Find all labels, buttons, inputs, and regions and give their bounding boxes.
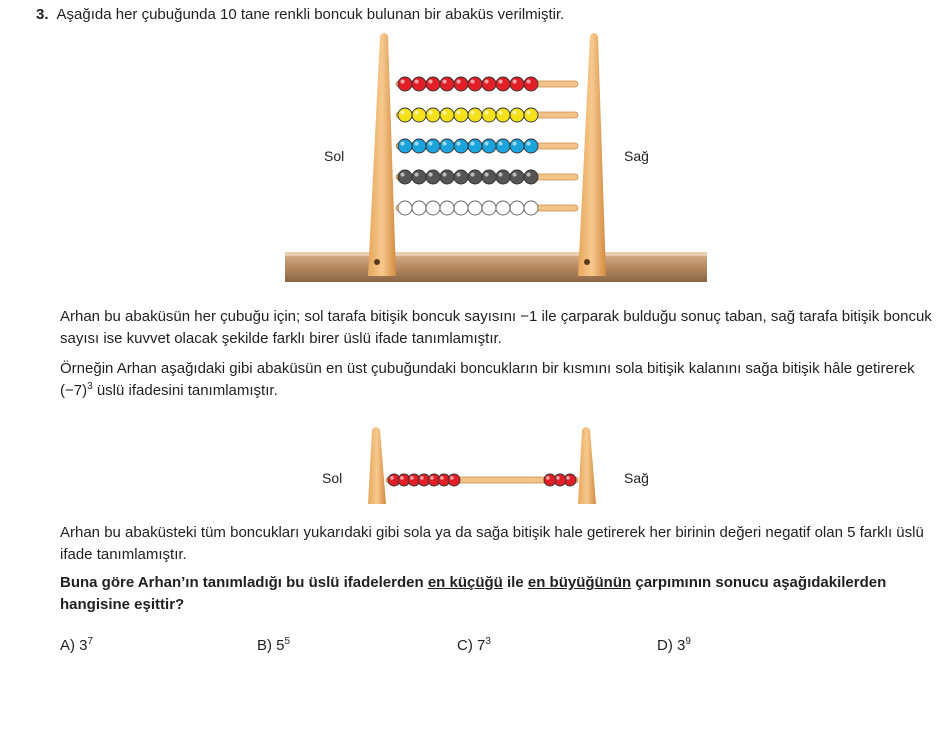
abacus1-row-3-bead-left-3[interactable] <box>440 139 454 153</box>
abacus1-row-3-bead-highlight <box>484 141 488 145</box>
abacus1-row-1-bead-left-1[interactable] <box>412 77 426 91</box>
abacus1-row-1-bead-highlight <box>400 79 404 83</box>
paragraph-task: Arhan bu abaküsteki tüm boncukları yukarıdaki gibi sola ya da sağa bitişik hale getirerek her birinin değeri negatif olan 5 farklı üslü ifade tanımlamıştır. <box>60 524 924 563</box>
abacus1-row-3-bead-highlight <box>526 141 530 145</box>
abacus1-row-2-bead-highlight <box>484 110 488 114</box>
abacus1-row-4-bead-left-9[interactable] <box>524 170 538 184</box>
option-letter: B) <box>257 637 272 654</box>
example-text-before: Örneğin Arhan aşağıdaki gibi abaküsün en üst çubuğundaki boncukların bir kısmını sola bitişik kalanını sağa bitişik hâle getirerek (−7) <box>60 360 915 399</box>
abacus1-row-3-bead-highlight <box>414 141 418 145</box>
abacus2-row-1-bead-highlight <box>430 476 434 480</box>
question-part1: Buna göre Arhan’ın tanımladığı bu üslü ifadelerden <box>60 574 428 591</box>
option-exponent: 3 <box>485 636 491 647</box>
abacus1-row-3-bead-highlight <box>470 141 474 145</box>
abacus1-row-1-bead-highlight <box>484 79 488 83</box>
abacus1-row-5-bead-left-6[interactable] <box>482 201 496 215</box>
question-part2: ile <box>502 574 528 591</box>
abacus2-row-1-bead-highlight <box>410 476 414 480</box>
abacus1-row-5-bead-highlight <box>442 203 446 207</box>
abacus1-row-1-bead-highlight <box>470 79 474 83</box>
abacus1-row-3-bead-left-9[interactable] <box>524 139 538 153</box>
abacus2-row-1-bead-left-6[interactable] <box>448 474 460 486</box>
abacus1-row-5-bead-left-5[interactable] <box>468 201 482 215</box>
abacus1-row-2-bead-left-0[interactable] <box>398 108 412 122</box>
abacus1-row-3-bead-left-4[interactable] <box>454 139 468 153</box>
abacus1-row-1-bead-highlight <box>414 79 418 83</box>
abacus-base <box>285 252 707 282</box>
abacus1-row-1-bead-left-0[interactable] <box>398 77 412 91</box>
abacus1-row-2-bead-highlight <box>442 110 446 114</box>
abacus1-row-2-bead-left-8[interactable] <box>510 108 524 122</box>
abacus1-row-1-bead-highlight <box>526 79 530 83</box>
abacus1-row-1-bead-highlight <box>512 79 516 83</box>
abacus1-row-5-bead-left-1[interactable] <box>412 201 426 215</box>
abacus1-row-1-bead-left-9[interactable] <box>524 77 538 91</box>
abacus1-row-1-bead-left-6[interactable] <box>482 77 496 91</box>
abacus1-row-5-bead-left-3[interactable] <box>440 201 454 215</box>
abacus1-row-5-bead-left-9[interactable] <box>524 201 538 215</box>
abacus1-row-4-bead-left-3[interactable] <box>440 170 454 184</box>
option-letter: C) <box>457 637 473 654</box>
example-text-after: üslü ifadesini tanımlamıştır. <box>92 382 278 399</box>
abacus1-row-3-bead-highlight <box>456 141 460 145</box>
abacus1-row-4-bead-highlight <box>526 172 530 176</box>
abacus1-row-5-bead-highlight <box>414 203 418 207</box>
abacus1-row-4-bead-highlight <box>470 172 474 176</box>
option-exponent: 7 <box>87 636 94 647</box>
option-letter: A) <box>60 637 75 654</box>
abacus2-left-label: Sol <box>322 470 343 486</box>
question-intro <box>36 6 564 23</box>
abacus1-row-4-bead-left-2[interactable] <box>426 170 440 184</box>
abacus1-row-1-bead-left-3[interactable] <box>440 77 454 91</box>
abacus1-row-5-bead-highlight <box>400 203 404 207</box>
abacus1-row-4-bead-highlight <box>414 172 418 176</box>
question-underline-largest: en büyüğünün <box>527 574 632 591</box>
question-number: 3. <box>36 6 49 23</box>
abacus2-row-1-bead-highlight <box>440 476 444 480</box>
option-exponent: 9 <box>685 636 691 647</box>
abacus1-row-1-bead-highlight <box>442 79 446 83</box>
abacus2-left-post <box>368 427 386 504</box>
abacus1-row-2-bead-highlight <box>400 110 404 114</box>
abacus1-row-1-bead-left-2[interactable] <box>426 77 440 91</box>
abacus1-row-2-bead-left-4[interactable] <box>454 108 468 122</box>
abacus1-row-4-bead-highlight <box>428 172 432 176</box>
abacus1-row-5-bead-highlight <box>512 203 516 207</box>
paragraph-rule: Arhan bu abaküsün her çubuğu için; sol tarafa bitişik boncuk sayısını −1 ile çarparak bulduğu sonuç taban, sağ tarafa bitişik boncuk sayısı ise kuvvet olacak şekilde farklı birer üslü ifade tanımlamıştır. <box>60 308 932 347</box>
abacus1-row-2-bead-left-7[interactable] <box>496 108 510 122</box>
question-text <box>60 572 940 616</box>
abacus1-right-label: Sağ <box>624 148 649 164</box>
abacus1-row-2-bead-highlight <box>512 110 516 114</box>
abacus2-row-1-bead-right-2[interactable] <box>544 474 556 486</box>
abacus1-row-3-bead-highlight <box>442 141 446 145</box>
abacus1-row-3-bead-left-0[interactable] <box>398 139 412 153</box>
abacus1-row-5-bead-highlight <box>526 203 530 207</box>
abacus1-row-2-bead-highlight <box>498 110 502 114</box>
abacus1-row-1-bead-highlight <box>428 79 432 83</box>
abacus1-row-3-bead-left-2[interactable] <box>426 139 440 153</box>
abacus2-row-1-bead-highlight <box>450 476 454 480</box>
option-base: 3 <box>79 637 88 654</box>
abacus2-row-1-bead-highlight <box>566 476 570 480</box>
abacus1-row-1-bead-left-4[interactable] <box>454 77 468 91</box>
abacus1-row-4-bead-highlight <box>400 172 404 176</box>
option-a[interactable] <box>60 637 93 654</box>
question-part3: çarpımının sonucu aşağıdakilerden hangisine eşittir? <box>60 574 887 613</box>
abacus1-row-3-bead-left-5[interactable] <box>468 139 482 153</box>
abacus1-row-3-bead-left-8[interactable] <box>510 139 524 153</box>
abacus1-row-4-bead-left-5[interactable] <box>468 170 482 184</box>
option-exponent: 5 <box>284 636 291 647</box>
abacus1-row-5-bead-left-2[interactable] <box>426 201 440 215</box>
abacus2-row-1-bead-highlight <box>546 476 550 480</box>
abacus2-row-1-bead-highlight <box>390 476 394 480</box>
abacus1-row-1-bead-highlight <box>456 79 460 83</box>
abacus1-row-4-bead-highlight <box>484 172 488 176</box>
abacus1-row-2-bead-highlight <box>526 110 530 114</box>
abacus1-row-1-bead-left-8[interactable] <box>510 77 524 91</box>
abacus1-row-5-bead-highlight <box>470 203 474 207</box>
option-d[interactable] <box>657 637 691 654</box>
paragraph-example <box>60 358 940 402</box>
abacus1-row-1-bead-highlight <box>498 79 502 83</box>
abacus1-row-2-bead-left-3[interactable] <box>440 108 454 122</box>
abacus1-row-5-bead-highlight <box>456 203 460 207</box>
abacus1-row-4-bead-highlight <box>442 172 446 176</box>
question-intro-text: Aşağıda her çubuğunda 10 tane renkli boncuk bulunan bir abaküs verilmiştir. <box>56 6 565 23</box>
abacus2-row-1-bead-highlight <box>420 476 424 480</box>
option-base: 7 <box>477 637 486 654</box>
question-underline-smallest: en küçüğü <box>427 574 503 591</box>
abacus1-row-3-bead-highlight <box>400 141 404 145</box>
abacus1-row-2-bead-highlight <box>428 110 432 114</box>
abacus1-row-3-bead-left-7[interactable] <box>496 139 510 153</box>
abacus1-row-4-bead-left-1[interactable] <box>412 170 426 184</box>
abacus1-row-3-bead-highlight <box>512 141 516 145</box>
abacus1-row-4-bead-highlight <box>498 172 502 176</box>
abacus1-row-2-bead-left-6[interactable] <box>482 108 496 122</box>
abacus1-row-2-bead-left-9[interactable] <box>524 108 538 122</box>
abacus1-row-4-bead-left-4[interactable] <box>454 170 468 184</box>
abacus1-row-2-bead-left-2[interactable] <box>426 108 440 122</box>
abacus1-left-label: Sol <box>324 148 345 164</box>
abacus1-row-5-bead-left-0[interactable] <box>398 201 412 215</box>
option-b[interactable] <box>257 637 290 654</box>
abacus2-row-1-bead-highlight <box>556 476 560 480</box>
abacus1-row-2-bead-left-5[interactable] <box>468 108 482 122</box>
abacus1-row-3-bead-left-1[interactable] <box>412 139 426 153</box>
abacus1-row-4-bead-left-7[interactable] <box>496 170 510 184</box>
abacus1-row-2-bead-highlight <box>414 110 418 114</box>
abacus1-row-5-bead-left-4[interactable] <box>454 201 468 215</box>
abacus-figure-2 <box>360 420 610 506</box>
abacus2-right-post <box>578 427 596 504</box>
abacus1-row-5-bead-highlight <box>428 203 432 207</box>
abacus1-row-4-bead-left-8[interactable] <box>510 170 524 184</box>
abacus1-row-1-bead-left-5[interactable] <box>468 77 482 91</box>
option-base: 5 <box>276 637 285 654</box>
abacus-left-post <box>368 33 396 276</box>
abacus1-row-4-bead-left-0[interactable] <box>398 170 412 184</box>
example-exponent: 3 <box>87 381 93 392</box>
abacus2-row-1-bead-highlight <box>400 476 404 480</box>
abacus1-row-5-bead-left-8[interactable] <box>510 201 524 215</box>
abacus1-row-3-bead-highlight <box>498 141 502 145</box>
option-c[interactable] <box>457 637 491 654</box>
abacus1-row-2-bead-highlight <box>456 110 460 114</box>
abacus1-row-2-bead-highlight <box>470 110 474 114</box>
option-letter: D) <box>657 637 673 654</box>
abacus1-row-3-bead-left-6[interactable] <box>482 139 496 153</box>
abacus1-row-5-bead-left-7[interactable] <box>496 201 510 215</box>
abacus1-row-1-bead-left-7[interactable] <box>496 77 510 91</box>
option-base: 3 <box>677 637 686 654</box>
abacus1-row-5-bead-highlight <box>498 203 502 207</box>
abacus1-row-4-bead-highlight <box>512 172 516 176</box>
abacus1-row-5-bead-highlight <box>484 203 488 207</box>
abacus1-row-4-bead-highlight <box>456 172 460 176</box>
abacus1-row-4-bead-left-6[interactable] <box>482 170 496 184</box>
abacus1-row-2-bead-left-1[interactable] <box>412 108 426 122</box>
abacus-right-post <box>578 33 606 276</box>
abacus1-row-3-bead-highlight <box>428 141 432 145</box>
abacus2-right-label: Sağ <box>624 470 649 486</box>
